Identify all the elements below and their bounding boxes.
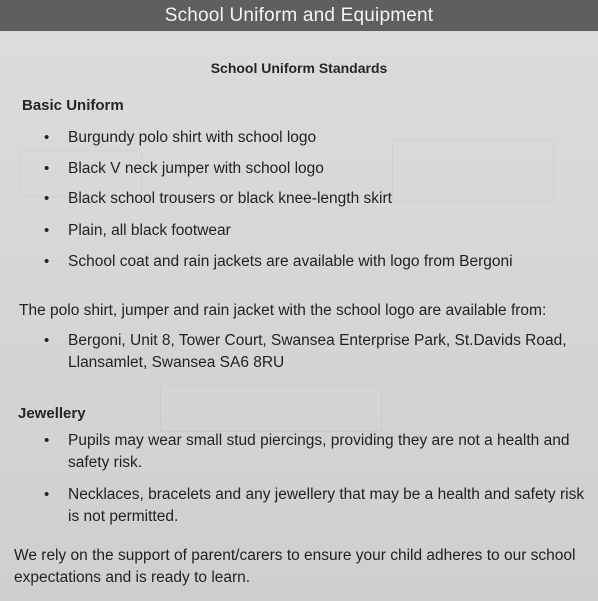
list-item-text: Black V neck jumper with school logo	[68, 160, 324, 177]
list-item	[44, 430, 584, 474]
header-bar	[0, 0, 598, 31]
closing-paragraph: We rely on the support of parent/carers to ensure your child adheres to our school expectations and is ready to learn.	[14, 547, 576, 586]
page-title: School Uniform and Equipment	[164, 5, 434, 26]
bullet-icon: •	[44, 222, 50, 239]
list-item	[44, 158, 584, 180]
supplier-address: Bergoni, Unit 8, Tower Court, Swansea Enterprise Park, St.Davids Road, Llansamlet, Swansea SA6 8RU	[68, 332, 567, 371]
list-item	[44, 220, 584, 242]
list-item	[44, 188, 584, 210]
list-item-text: Necklaces, bracelets and any jewellery that may be a health and safety risk is not permitted.	[68, 486, 585, 525]
bullet-icon: •	[44, 486, 50, 503]
bullet-icon: •	[44, 190, 50, 207]
list-item	[44, 330, 584, 374]
show-through-artifact	[160, 385, 382, 432]
availability-intro: The polo shirt, jumper and rain jacket with the school logo are available from:	[19, 302, 547, 319]
bullet-icon: •	[44, 253, 50, 270]
basic-uniform-heading: Basic Uniform	[22, 97, 124, 114]
list-item	[44, 251, 584, 273]
list-item-text: Pupils may wear small stud piercings, providing they are not a health and safety risk.	[68, 432, 570, 471]
list-item-text: Burgundy polo shirt with school logo	[68, 129, 317, 146]
bullet-icon: •	[44, 432, 50, 449]
bullet-icon: •	[44, 332, 50, 349]
list-item	[44, 484, 584, 528]
list-item-text: Black school trousers or black knee-length skirt	[68, 190, 392, 207]
list-item	[44, 127, 584, 149]
section-subtitle: School Uniform Standards	[210, 60, 388, 76]
bullet-icon: •	[44, 129, 50, 146]
jewellery-heading: Jewellery	[18, 405, 86, 422]
list-item-text: School coat and rain jackets are available with logo from Bergoni	[68, 253, 513, 270]
bullet-icon: •	[44, 160, 50, 177]
list-item-text: Plain, all black footwear	[68, 222, 231, 239]
